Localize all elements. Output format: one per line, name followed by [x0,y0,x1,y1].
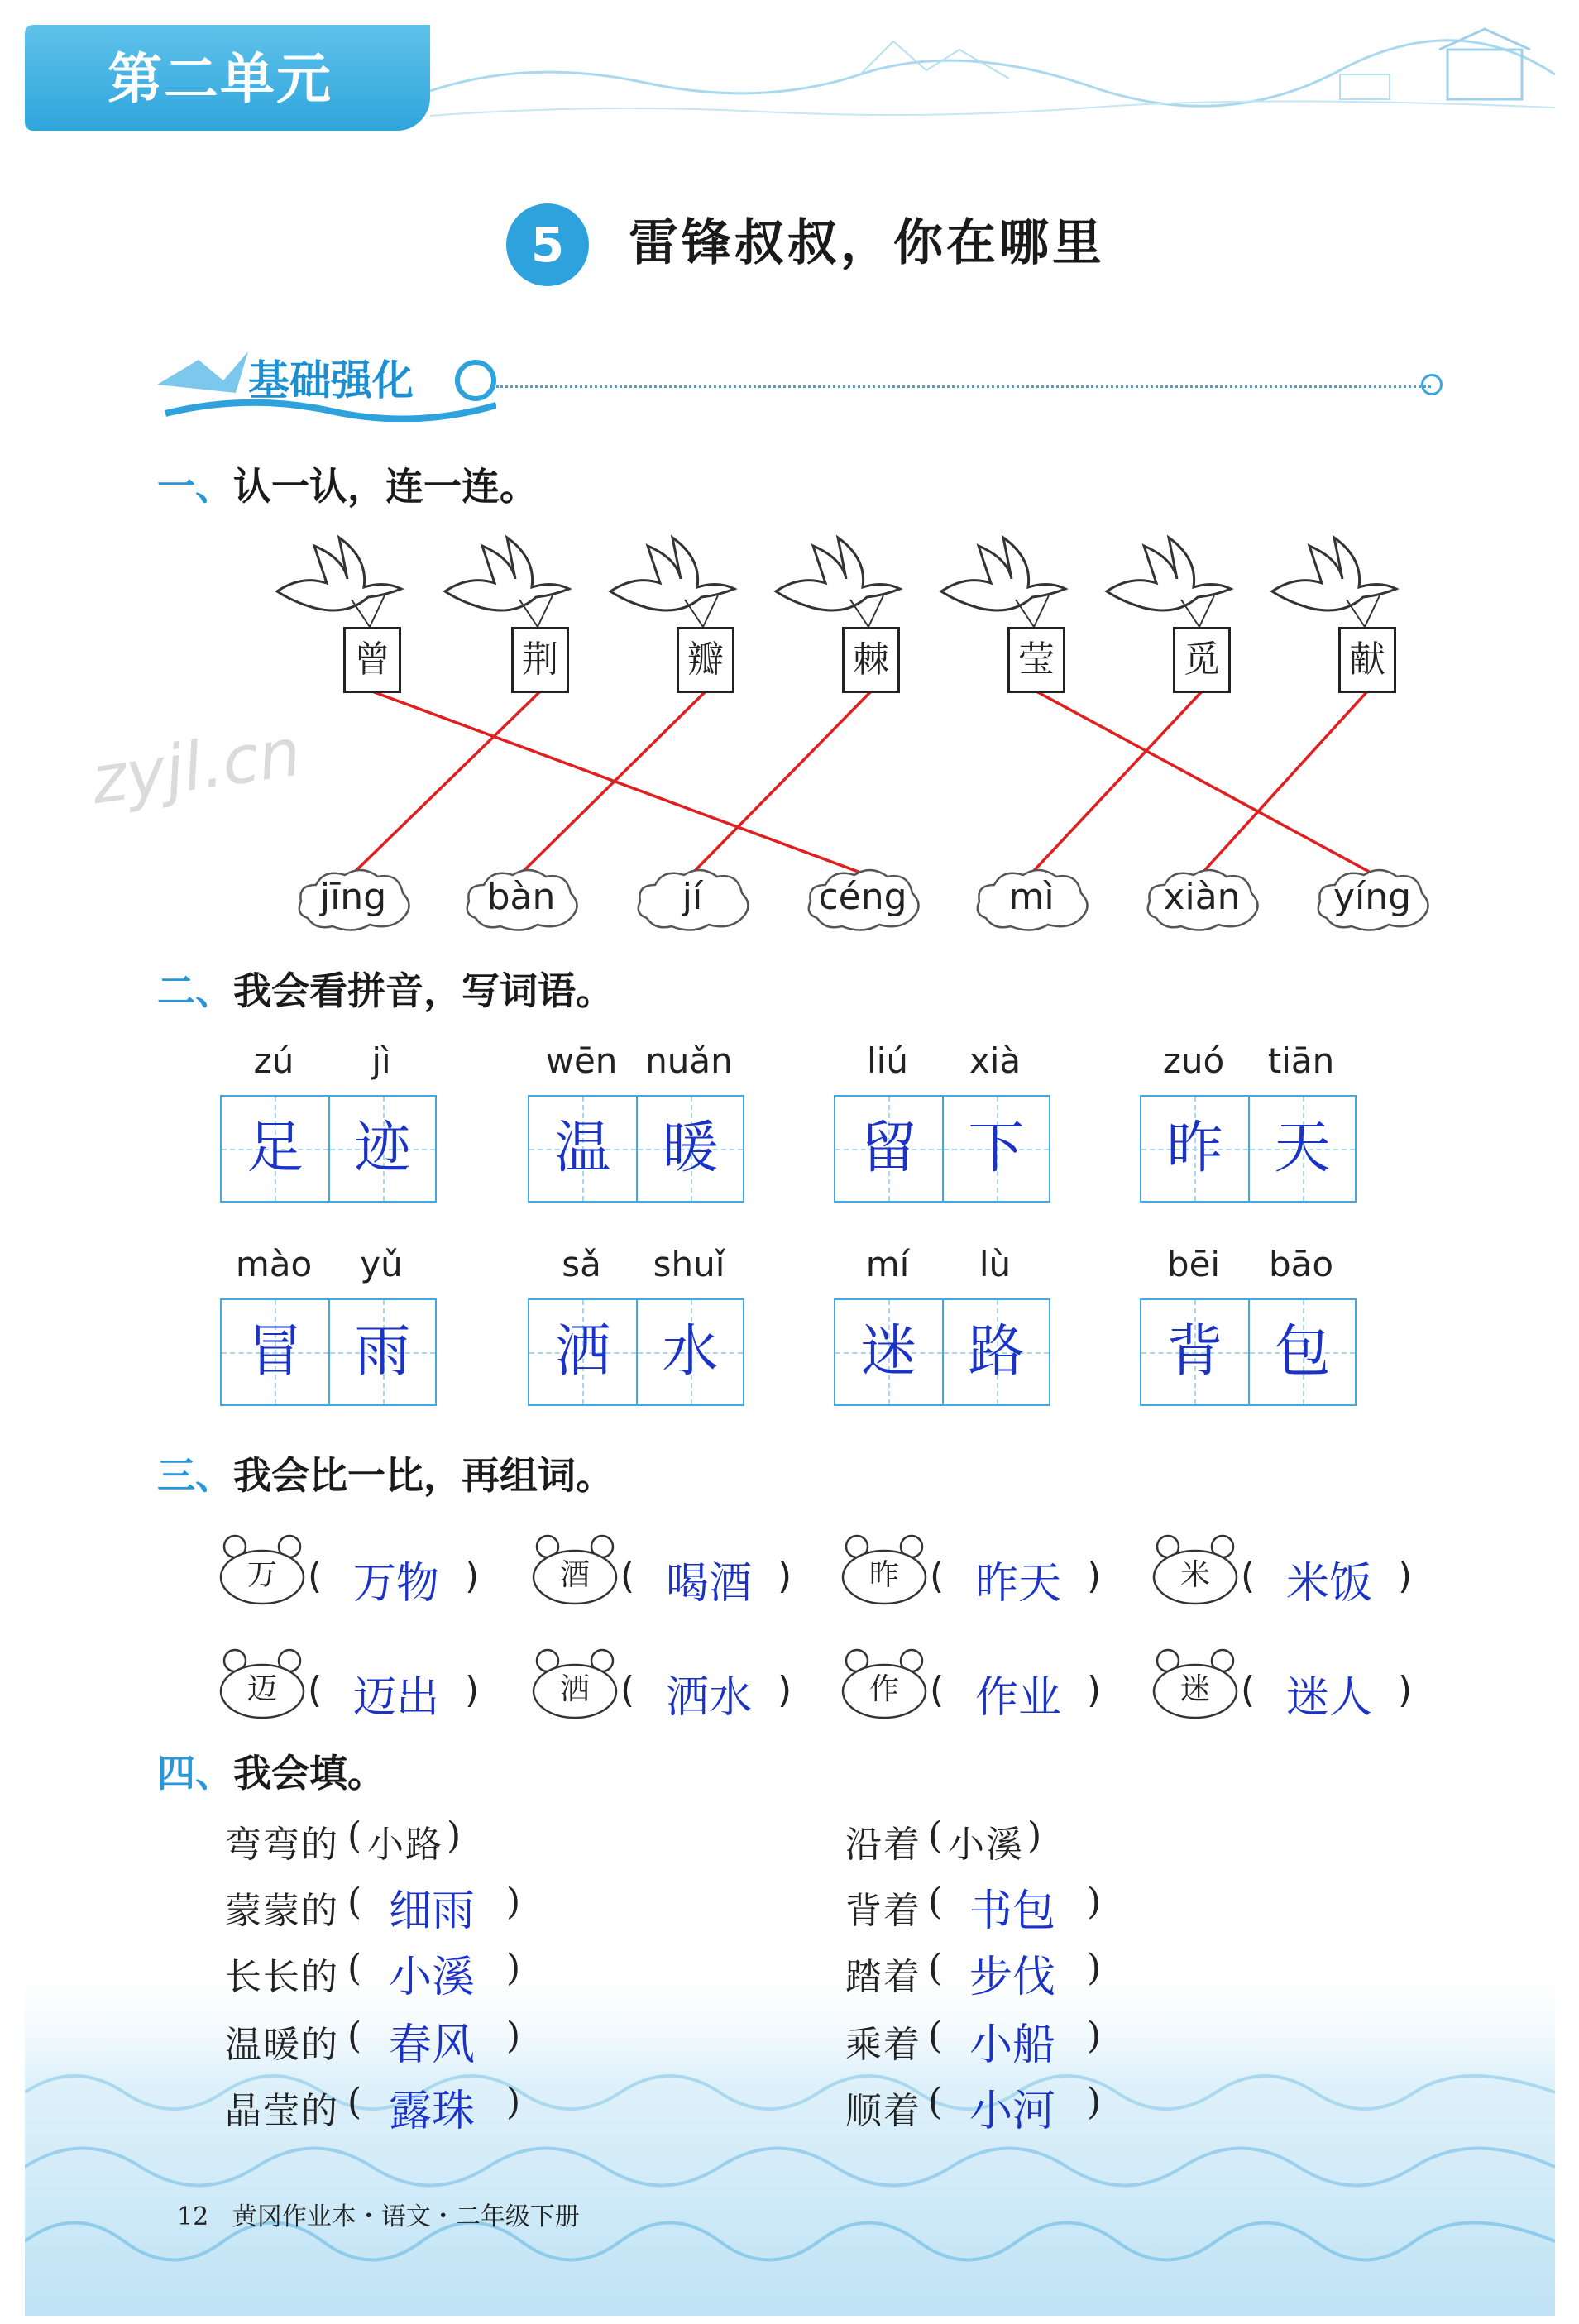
fill-answer[interactable]: 小船 [969,2020,1056,2070]
handwritten-char: 天 [1274,1116,1331,1181]
dove-icon [269,529,409,629]
paren-open: ( [930,1555,945,1597]
match-line [692,691,871,873]
match-line [372,691,863,873]
pinyin-label: céng [818,876,907,918]
section-2-title: 我会看拼音，写词语。 [233,968,614,1013]
compare-answer[interactable]: 洒水 [666,1673,753,1723]
writing-grid[interactable] [1140,1095,1357,1203]
pinyin-label: xiàn [1163,876,1241,918]
pinyin-syllable: bāo [1268,1244,1334,1284]
grid-cell[interactable] [942,1097,1049,1201]
fill-label: 沿着 [845,1824,921,1866]
char-card: 荆 [511,627,569,693]
section-1-number: 一、 [157,464,233,509]
pinyin-label: bàn [486,876,556,918]
paren-open: ( [308,1669,323,1711]
lesson-title: 雷锋叔叔，你在哪里 [629,214,1105,272]
paren-open: ( [347,1947,364,1989]
fill-label: 顺着 [845,2090,921,2132]
dove-icon [1264,529,1404,629]
dove-icon [933,529,1074,629]
compare-answer[interactable]: 迷人 [1286,1673,1373,1723]
section-4-number: 四、 [157,1751,233,1796]
paren-close: ) [1027,1815,1044,1857]
paren-open: ( [930,1669,945,1711]
compare-char: 作 [868,1672,899,1706]
grid-cell[interactable] [529,1300,636,1404]
fill-answer[interactable]: 细雨 [389,1886,476,1936]
compare-answer[interactable]: 米饭 [1286,1559,1373,1609]
paren-open: ( [1241,1669,1256,1711]
paren-close: ) [506,1947,523,1989]
paren-close: ) [506,1881,523,1923]
paren-open: ( [347,1881,364,1923]
match-line [353,691,540,873]
paren-close: ) [778,1669,792,1711]
paren-open: ( [928,1881,945,1923]
paren-open: ( [347,1815,364,1857]
pinyin-syllable: bēi [1166,1244,1221,1284]
compare-char: 米 [1179,1558,1210,1592]
grid-cell[interactable] [328,1300,435,1404]
fill-printed-answer: 小溪 [948,1824,1024,1866]
lesson-number-badge: 5 [506,203,589,286]
writing-grid[interactable] [220,1095,437,1203]
char-card: 觅 [1173,627,1231,693]
pinyin-syllable: lù [979,1244,1012,1284]
section-1-title: 认一认，连一连。 [233,464,538,509]
paren-close: ) [465,1669,480,1711]
wave-background-illustration [25,1952,1555,2316]
compare-answer[interactable]: 作业 [975,1673,1062,1723]
paren-close: ) [778,1555,792,1597]
paren-open: ( [928,2081,945,2123]
header-scenery-illustration [430,25,1555,136]
paren-close: ) [465,1555,480,1597]
grid-cell[interactable] [1141,1300,1248,1404]
paren-close: ) [1398,1669,1413,1711]
pinyin-syllable: wēn [545,1040,618,1081]
pinyin-syllable: yǔ [360,1244,403,1284]
char-card: 莹 [1007,627,1065,693]
section-4-heading [157,1743,385,1798]
compare-char: 万 [246,1558,277,1592]
fill-printed-answer: 小路 [367,1824,443,1866]
grid-cell[interactable] [1141,1097,1248,1201]
fill-answer[interactable]: 步伐 [969,1953,1056,2002]
pinyin-syllable: zuó [1162,1040,1225,1081]
fill-label: 晶莹的 [225,2090,339,2132]
handwritten-char: 迷 [860,1319,917,1384]
grid-cell[interactable] [942,1300,1049,1404]
fill-label: 弯弯的 [225,1824,339,1866]
match-line [1036,691,1372,873]
char-card: 瓣 [677,627,734,693]
grid-cell[interactable] [222,1300,328,1404]
book-title: 黄冈作业本・语文・二年级下册 [232,2202,580,2231]
writing-grid[interactable] [220,1298,437,1406]
paren-open: ( [347,2081,364,2123]
compare-answer[interactable]: 万物 [353,1559,440,1609]
fill-answer[interactable]: 露珠 [389,2087,476,2136]
divider-end-icon [1421,374,1443,395]
section-2-heading [157,961,614,1016]
compare-answer[interactable]: 喝酒 [666,1559,753,1609]
paren-open: ( [308,1555,323,1597]
writing-grid[interactable] [528,1095,744,1203]
writing-grid[interactable] [1140,1298,1357,1406]
grid-cell[interactable] [835,1300,942,1404]
paren-close: ) [1087,2015,1103,2057]
basics-section-title: 基础强化 [248,356,414,404]
pinyin-label: jīng [319,876,387,918]
fill-label: 乘着 [845,2024,921,2066]
section-1-heading [157,457,538,511]
compare-char: 迈 [246,1672,277,1706]
grid-cell[interactable] [328,1097,435,1201]
grid-cell[interactable] [636,1097,743,1201]
watermark: zyjl.cn [86,713,306,820]
handwritten-char: 包 [1274,1319,1331,1384]
fill-answer[interactable]: 小河 [969,2087,1056,2136]
pinyin-label: mì [1008,876,1055,918]
fill-label: 背着 [845,1890,921,1932]
paren-open: ( [928,2015,945,2057]
grid-cell[interactable] [222,1097,328,1201]
dove-icon [602,529,743,629]
compare-answer[interactable]: 迈出 [353,1673,440,1723]
pinyin-label: jí [682,876,703,918]
compare-char: 洒 [559,1672,590,1706]
handwritten-char: 路 [968,1319,1025,1384]
fill-answer[interactable]: 书包 [969,1886,1056,1936]
grid-cell[interactable] [835,1097,942,1201]
char-card: 献 [1338,627,1396,693]
pinyin-syllable: jì [371,1040,391,1081]
fill-answer[interactable]: 小溪 [389,1953,476,2002]
char-card: 曾 [343,627,401,693]
pinyin-syllable: shuǐ [653,1244,725,1284]
paren-close: ) [506,2081,523,2123]
writing-grid[interactable] [834,1095,1050,1203]
dove-icon [437,529,577,629]
handwritten-char: 温 [554,1116,611,1181]
pinyin-syllable: zú [253,1040,294,1081]
fill-answer[interactable]: 春风 [389,2020,476,2070]
handwritten-char: 足 [246,1116,304,1181]
match-line [1202,691,1367,873]
pinyin-syllable: sǎ [562,1244,601,1284]
handwritten-char: 下 [968,1116,1025,1181]
paren-close: ) [1087,1555,1102,1597]
pinyin-syllable: liú [867,1040,908,1081]
paren-open: ( [347,2015,364,2057]
section-3-title: 我会比一比，再组词。 [233,1453,614,1498]
paren-close: ) [506,2015,523,2057]
match-line [521,691,706,873]
paren-open: ( [1241,1555,1256,1597]
handwritten-char: 暖 [662,1116,719,1181]
dotted-divider [496,385,1431,388]
handwritten-char: 背 [1166,1319,1223,1384]
fill-label: 蒙蒙的 [225,1890,339,1932]
compare-char: 迷 [1179,1672,1210,1706]
paren-close: ) [1087,1881,1103,1923]
grid-cell[interactable] [1248,1300,1355,1404]
section-2-number: 二、 [157,968,233,1013]
dove-icon [768,529,908,629]
pinyin-syllable: mào [235,1244,313,1284]
grid-cell[interactable] [636,1300,743,1404]
handwritten-char: 留 [860,1116,917,1181]
match-line [1031,691,1202,873]
handwritten-char: 迹 [354,1116,411,1181]
paren-open: ( [928,1815,945,1857]
compare-char: 酒 [559,1558,590,1592]
fill-label: 温暖的 [225,2024,339,2066]
handwritten-char: 水 [662,1319,719,1384]
fill-label: 踏着 [845,1956,921,1998]
compare-answer[interactable]: 昨天 [975,1559,1062,1609]
section-4-title: 我会填。 [233,1751,385,1796]
char-card: 棘 [842,627,900,693]
handwritten-char: 雨 [354,1319,411,1384]
paren-open: ( [620,1669,635,1711]
paren-open: ( [928,1947,945,1989]
handwritten-char: 洒 [554,1319,611,1384]
writing-grid[interactable] [528,1298,744,1406]
section-3-heading [157,1446,614,1500]
pinyin-syllable: xià [969,1040,1022,1081]
handwritten-char: 冒 [246,1319,304,1384]
fill-label: 长长的 [225,1956,339,1998]
writing-grid[interactable] [834,1298,1050,1406]
page-footer [177,2196,580,2232]
grid-cell[interactable] [529,1097,636,1201]
pinyin-syllable: nuǎn [645,1040,733,1081]
paren-close: ) [1087,1669,1102,1711]
paren-open: ( [620,1555,635,1597]
handwritten-char: 昨 [1166,1116,1223,1181]
paren-close: ) [1087,1947,1103,1989]
paren-close: ) [447,1815,463,1857]
paren-close: ) [1398,1555,1413,1597]
compare-char: 昨 [868,1558,899,1592]
dove-icon [1098,529,1239,629]
pinyin-syllable: mí [865,1244,910,1284]
pinyin-label: yíng [1333,876,1412,918]
paren-close: ) [1087,2081,1103,2123]
unit-title: 第二单元 [108,47,333,111]
pinyin-syllable: tiān [1267,1040,1335,1081]
grid-cell[interactable] [1248,1097,1355,1201]
page-number: 12 [177,2202,209,2231]
section-3-number: 三、 [157,1453,233,1498]
